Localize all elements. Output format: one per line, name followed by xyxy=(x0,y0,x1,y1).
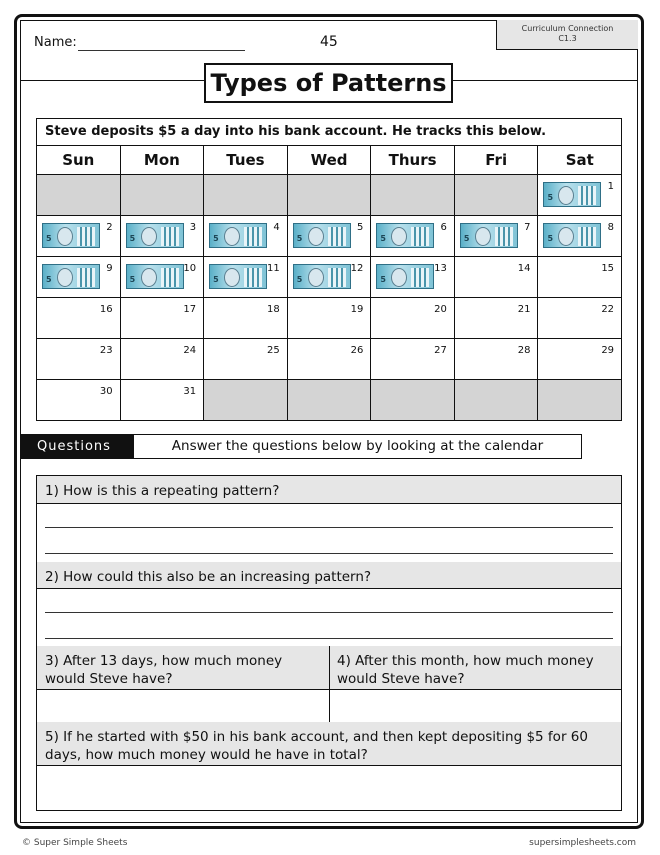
day-header: Thurs xyxy=(371,146,455,174)
day-header: Fri xyxy=(455,146,539,174)
portrait-icon xyxy=(391,268,407,287)
portrait-icon xyxy=(558,186,574,205)
five-dollar-bill-icon xyxy=(209,264,267,289)
day-number: 24 xyxy=(183,345,197,356)
day-number: 14 xyxy=(517,263,531,274)
day-number: 22 xyxy=(601,304,615,315)
portrait-icon xyxy=(558,227,574,246)
calendar-day-cell xyxy=(538,339,621,379)
day-number: 25 xyxy=(267,345,280,356)
five-dollar-bill-icon xyxy=(126,264,184,289)
day-number: 2 xyxy=(106,222,113,233)
calendar-empty-cell xyxy=(371,175,455,215)
calendar-empty-cell xyxy=(288,175,372,215)
bill-denomination: 5 xyxy=(380,234,386,243)
calendar-day-cell xyxy=(204,216,288,256)
name-label: Name: xyxy=(34,35,77,50)
calendar-week xyxy=(37,380,621,420)
day-number: 20 xyxy=(434,304,447,315)
curriculum-title: Curriculum Connection xyxy=(521,24,614,33)
answer-line[interactable] xyxy=(45,638,613,639)
portrait-icon xyxy=(308,227,324,246)
calendar-day-headers xyxy=(37,146,621,175)
bill-pattern-icon xyxy=(328,268,346,287)
bill-pattern-icon xyxy=(578,227,596,246)
day-number: 10 xyxy=(183,263,197,274)
day-number: 27 xyxy=(434,345,447,356)
portrait-icon xyxy=(224,268,240,287)
page-title: Types of Patterns xyxy=(204,63,453,103)
calendar-empty-cell xyxy=(371,380,455,420)
day-number: 4 xyxy=(273,222,280,233)
answer-box-4[interactable] xyxy=(330,690,621,722)
day-number: 19 xyxy=(350,304,364,315)
five-dollar-bill-icon xyxy=(42,223,100,248)
calendar-day-cell xyxy=(121,216,205,256)
portrait-icon xyxy=(475,227,491,246)
five-dollar-bill-icon xyxy=(293,223,351,248)
calendar-day-cell xyxy=(121,257,205,297)
questions-label: Questions xyxy=(21,435,133,458)
five-dollar-bill-icon xyxy=(543,182,601,207)
calendar-empty-cell xyxy=(455,175,539,215)
bill-denomination: 5 xyxy=(213,275,219,284)
footer-site[interactable]: supersimplesheets.com xyxy=(529,838,636,848)
calendar-day-cell xyxy=(371,257,455,297)
day-number: 12 xyxy=(350,263,364,274)
five-dollar-bill-icon xyxy=(543,223,601,248)
portrait-icon xyxy=(308,268,324,287)
calendar-day-cell xyxy=(371,298,455,338)
calendar-week xyxy=(37,339,621,380)
curriculum-connection-box xyxy=(496,20,638,50)
portrait-icon xyxy=(57,227,73,246)
day-number: 8 xyxy=(607,222,615,233)
footer-copyright: © Super Simple Sheets xyxy=(22,838,128,848)
answer-line[interactable] xyxy=(45,553,613,554)
five-dollar-bill-icon xyxy=(293,264,351,289)
calendar xyxy=(36,118,622,421)
day-number: 11 xyxy=(267,263,280,274)
portrait-icon xyxy=(391,227,407,246)
calendar-day-cell xyxy=(455,339,539,379)
page-number: 45 xyxy=(320,34,338,50)
day-number: 21 xyxy=(517,304,531,315)
calendar-empty-cell xyxy=(37,175,121,215)
calendar-day-cell xyxy=(121,298,205,338)
answer-line[interactable] xyxy=(45,612,613,613)
questions-bar xyxy=(20,434,582,459)
day-number: 18 xyxy=(267,304,280,315)
calendar-empty-cell xyxy=(204,380,288,420)
day-number: 6 xyxy=(440,222,447,233)
bill-denomination: 5 xyxy=(547,234,554,243)
day-number: 7 xyxy=(524,222,531,233)
five-dollar-bill-icon xyxy=(209,223,267,248)
calendar-day-cell xyxy=(538,257,621,297)
calendar-empty-cell xyxy=(204,175,288,215)
bill-denomination: 5 xyxy=(296,234,303,243)
calendar-day-cell xyxy=(37,380,121,420)
calendar-day-cell xyxy=(121,339,205,379)
day-number: 23 xyxy=(99,345,113,356)
day-number: 9 xyxy=(106,263,113,274)
calendar-day-cell xyxy=(37,216,121,256)
calendar-day-cell xyxy=(204,339,288,379)
calendar-day-cell xyxy=(538,298,621,338)
day-number: 17 xyxy=(183,304,197,315)
calendar-day-cell xyxy=(538,175,621,215)
calendar-empty-cell xyxy=(288,380,372,420)
day-number: 5 xyxy=(356,222,364,233)
calendar-day-cell xyxy=(37,257,121,297)
portrait-icon xyxy=(57,268,73,287)
bill-denomination: 5 xyxy=(380,275,386,284)
calendar-week xyxy=(37,216,621,257)
day-number: 16 xyxy=(99,304,113,315)
calendar-week xyxy=(37,298,621,339)
bill-pattern-icon xyxy=(161,227,179,246)
bill-denomination: 5 xyxy=(296,275,303,284)
day-header: Sat xyxy=(565,151,594,169)
day-number: 13 xyxy=(434,263,447,274)
portrait-icon xyxy=(224,227,240,246)
bill-pattern-icon xyxy=(411,227,429,246)
day-number: 29 xyxy=(601,345,615,356)
curriculum-code: C1.3 xyxy=(558,34,577,43)
answer-line[interactable] xyxy=(45,527,613,528)
calendar-grid xyxy=(37,175,621,420)
five-dollar-bill-icon xyxy=(42,264,100,289)
calendar-day-cell xyxy=(538,216,621,256)
day-number: 1 xyxy=(607,181,615,192)
bill-denomination: 5 xyxy=(547,193,554,202)
calendar-day-cell xyxy=(371,216,455,256)
calendar-day-cell xyxy=(37,339,121,379)
bill-pattern-icon xyxy=(77,227,95,246)
bill-denomination: 5 xyxy=(213,234,219,243)
question-4: 4) After this month, how much money would Steve have? xyxy=(329,646,621,690)
calendar-day-cell xyxy=(204,298,288,338)
calendar-day-cell xyxy=(455,257,539,297)
bill-pattern-icon xyxy=(411,268,429,287)
bill-pattern-icon xyxy=(578,186,596,205)
day-number: 31 xyxy=(183,386,197,397)
day-header: Mon xyxy=(121,146,205,174)
portrait-icon xyxy=(141,227,157,246)
question-5: 5) If he started with $50 in his bank account, and then kept depositing $5 for 60 days, how much money would he have in total? xyxy=(37,722,621,766)
five-dollar-bill-icon xyxy=(376,223,434,248)
day-header: Wed xyxy=(288,146,372,174)
answer-box-3[interactable] xyxy=(37,690,329,722)
day-number: 26 xyxy=(350,345,364,356)
bill-pattern-icon xyxy=(328,227,346,246)
day-number: 3 xyxy=(189,222,197,233)
calendar-day-cell xyxy=(204,257,288,297)
questions-instruction: Answer the questions below by looking at the calendar xyxy=(133,435,581,458)
bill-pattern-icon xyxy=(161,268,179,287)
day-header: Sun xyxy=(37,146,121,174)
calendar-day-cell xyxy=(288,298,372,338)
question-1: 1) How is this a repeating pattern? xyxy=(37,476,621,504)
calendar-day-cell xyxy=(37,298,121,338)
bill-pattern-icon xyxy=(244,268,262,287)
bill-pattern-icon xyxy=(77,268,95,287)
day-number: 15 xyxy=(601,263,615,274)
calendar-day-cell xyxy=(288,216,372,256)
calendar-day-cell xyxy=(371,339,455,379)
calendar-week xyxy=(37,175,621,216)
bill-pattern-icon xyxy=(244,227,262,246)
calendar-empty-cell xyxy=(455,380,539,420)
calendar-day-cell xyxy=(455,216,539,256)
bill-denomination: 5 xyxy=(46,275,52,284)
calendar-empty-cell xyxy=(538,380,621,420)
calendar-day-cell xyxy=(455,298,539,338)
day-number: 30 xyxy=(99,386,113,397)
five-dollar-bill-icon xyxy=(126,223,184,248)
bill-denomination: 5 xyxy=(46,234,52,243)
day-header: Tues xyxy=(204,146,288,174)
calendar-empty-cell xyxy=(121,175,205,215)
portrait-icon xyxy=(141,268,157,287)
five-dollar-bill-icon xyxy=(376,264,434,289)
title-rule-left xyxy=(20,80,205,81)
calendar-day-cell xyxy=(288,257,372,297)
bill-denomination: 5 xyxy=(129,275,136,284)
title-rule-right xyxy=(453,80,638,81)
question-2: 2) How could this also be an increasing pattern? xyxy=(37,562,621,589)
bill-denomination: 5 xyxy=(129,234,136,243)
day-number: 28 xyxy=(517,345,531,356)
calendar-day-cell xyxy=(288,339,372,379)
calendar-heading: Steve deposits $5 a day into his bank account. He tracks this below. xyxy=(37,119,621,146)
questions-box xyxy=(36,475,622,811)
answer-box-5[interactable] xyxy=(37,766,621,810)
name-field[interactable] xyxy=(78,50,245,51)
calendar-week xyxy=(37,257,621,298)
calendar-day-cell xyxy=(121,380,205,420)
bill-denomination: 5 xyxy=(463,234,470,243)
five-dollar-bill-icon xyxy=(460,223,518,248)
bill-pattern-icon xyxy=(495,227,513,246)
question-3: 3) After 13 days, how much money would Steve have? xyxy=(37,646,329,690)
